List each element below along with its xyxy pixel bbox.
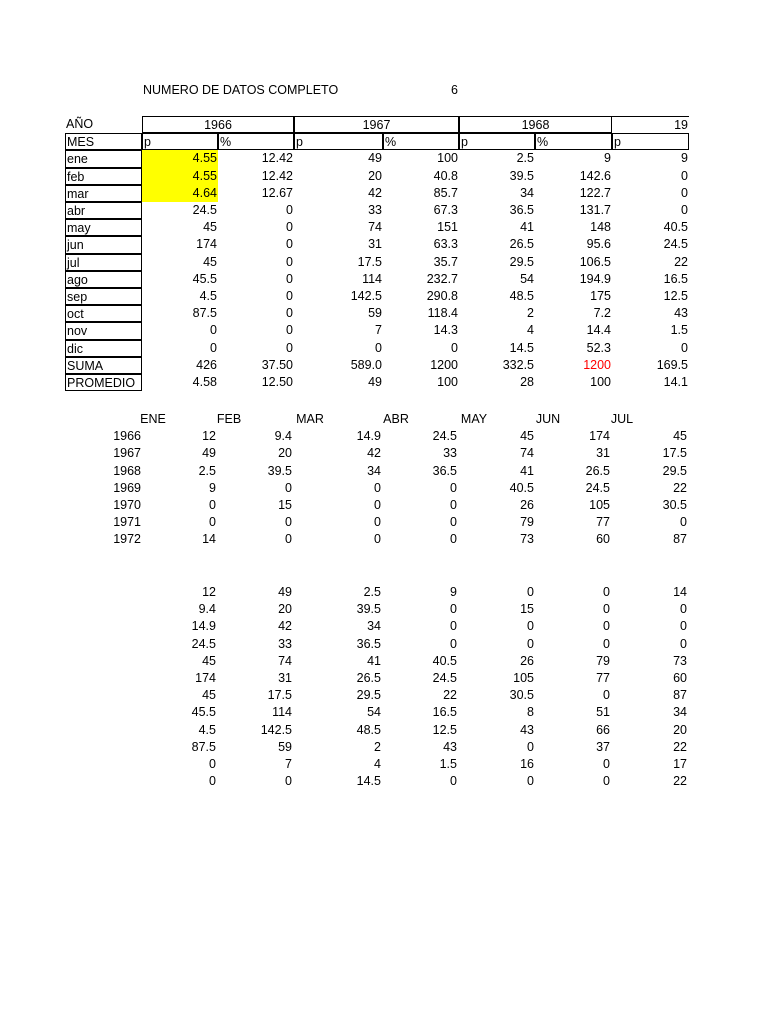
data-cell: 43 xyxy=(443,739,457,754)
data-cell: 14.3 xyxy=(433,323,458,338)
data-cell: 59 xyxy=(278,739,292,754)
data-cell: 48.5 xyxy=(356,722,381,737)
year-label: 1966 xyxy=(113,429,141,444)
data-cell: 0 xyxy=(450,619,457,634)
data-cell: 4.55 xyxy=(142,150,218,167)
data-cell: 2.5 xyxy=(516,151,534,166)
data-cell: 12.67 xyxy=(261,185,293,200)
data-cell: 77 xyxy=(596,515,610,530)
data-cell: 0 xyxy=(286,306,293,321)
data-cell: 59 xyxy=(368,306,382,321)
data-cell: 12.42 xyxy=(261,168,293,183)
data-cell: 0 xyxy=(285,774,292,789)
data-cell: 142.6 xyxy=(579,168,611,183)
data-cell: 85.7 xyxy=(433,185,458,200)
data-cell: 37.50 xyxy=(261,357,293,372)
month-header-label: MES xyxy=(65,133,142,150)
data-cell: 0 xyxy=(450,602,457,617)
data-cell: 26.5 xyxy=(585,463,610,478)
data-cell: 2.5 xyxy=(363,585,381,599)
year-header-2: 1968 xyxy=(459,116,612,133)
data-cell: 60 xyxy=(596,532,610,547)
data-cell: 0 xyxy=(603,585,610,599)
data-cell: 12 xyxy=(202,429,216,444)
data-cell: 0 xyxy=(603,757,610,771)
data-cell: 2 xyxy=(374,739,381,754)
data-cell: 0 xyxy=(209,515,216,530)
month-header-may: MAY xyxy=(460,412,488,426)
data-cell: 175 xyxy=(590,289,611,303)
data-cell: 35.7 xyxy=(433,254,458,269)
data-cell: 16 xyxy=(520,757,534,771)
data-cell: 0 xyxy=(450,480,457,495)
data-cell: 22 xyxy=(673,480,687,495)
data-cell: 0 xyxy=(450,515,457,530)
data-cell: 4.55 xyxy=(142,168,218,185)
data-cell: 0 xyxy=(527,619,534,634)
data-cell: 37 xyxy=(596,739,610,754)
data-cell: 0 xyxy=(527,585,534,599)
data-cell: 33 xyxy=(278,636,292,651)
data-cell: 9 xyxy=(209,480,216,495)
month-cell-jul: jul xyxy=(65,254,142,271)
data-cell: 24.5 xyxy=(192,203,217,217)
data-cell: 45.5 xyxy=(191,705,216,720)
data-cell: 45.5 xyxy=(192,271,217,286)
title-value: 6 xyxy=(451,83,458,97)
title-label: NUMERO DE DATOS COMPLETO xyxy=(143,83,339,97)
data-cell: 39.5 xyxy=(356,602,381,617)
year-label: 1971 xyxy=(113,515,141,530)
data-cell: 24.5 xyxy=(585,480,610,495)
data-cell: 14.9 xyxy=(356,429,381,444)
data-cell: 34 xyxy=(520,185,534,200)
data-cell: 174 xyxy=(195,671,216,685)
data-cell: 41 xyxy=(367,653,381,668)
data-cell: 22 xyxy=(673,739,687,754)
month-cell-promedio: PROMEDIO xyxy=(65,374,142,391)
data-cell: 40.5 xyxy=(509,480,534,495)
data-cell: 22 xyxy=(673,774,687,789)
month-cell-ene: ene xyxy=(65,150,142,167)
data-cell: 142.5 xyxy=(350,289,382,303)
month-cell-may: may xyxy=(65,219,142,236)
data-cell: 14.4 xyxy=(586,323,611,338)
data-cell: 174 xyxy=(589,429,610,444)
data-cell: 34 xyxy=(367,619,381,634)
data-cell: 26.5 xyxy=(356,671,381,685)
data-cell: 14 xyxy=(202,532,216,547)
month-cell-feb: feb xyxy=(65,168,142,185)
data-cell: 4.5 xyxy=(198,722,216,737)
data-cell: 45 xyxy=(203,254,217,269)
data-cell: 105 xyxy=(589,498,610,512)
data-cell: 148 xyxy=(590,220,611,235)
data-cell: 0 xyxy=(527,739,534,754)
data-cell: 0 xyxy=(681,340,688,355)
data-cell: 0 xyxy=(209,498,216,512)
data-cell: 43 xyxy=(520,722,534,737)
data-cell: 0 xyxy=(285,532,292,547)
data-cell: 0 xyxy=(680,602,687,617)
data-cell: 7.2 xyxy=(593,306,611,321)
data-cell: 0 xyxy=(286,289,293,303)
year-label: 1968 xyxy=(113,463,141,478)
data-cell: 290.8 xyxy=(426,289,458,303)
data-cell: 60 xyxy=(673,671,687,685)
data-cell: 4 xyxy=(374,757,381,771)
data-cell: 12.50 xyxy=(261,375,293,389)
data-cell: 4.64 xyxy=(142,185,218,202)
subheader-5: % xyxy=(535,133,612,150)
data-cell: 73 xyxy=(520,532,534,547)
month-cell-nov: nov xyxy=(65,322,142,339)
data-cell: 31 xyxy=(368,237,382,252)
year-header-1: 1967 xyxy=(294,116,459,133)
data-cell: 0 xyxy=(374,515,381,530)
data-cell: 12 xyxy=(202,585,216,599)
year-label: 1970 xyxy=(113,498,141,512)
data-cell: 0 xyxy=(286,237,293,252)
data-cell: 4 xyxy=(527,323,534,338)
data-cell: 142.5 xyxy=(260,722,292,737)
month-cell-sep: sep xyxy=(65,288,142,305)
data-cell: 0 xyxy=(681,168,688,183)
data-cell: 0 xyxy=(286,271,293,286)
data-cell: 95.6 xyxy=(586,237,611,252)
data-cell: 0 xyxy=(286,203,293,217)
data-cell: 151 xyxy=(437,220,458,235)
data-cell: 0 xyxy=(209,757,216,771)
data-cell: 14.1 xyxy=(663,375,688,389)
data-cell: 45 xyxy=(202,653,216,668)
data-cell: 0 xyxy=(375,340,382,355)
data-cell: 9.4 xyxy=(274,429,292,444)
data-cell: 45 xyxy=(673,429,687,444)
data-cell: 0 xyxy=(527,774,534,789)
data-cell: 0 xyxy=(680,636,687,651)
month-cell-suma: SUMA xyxy=(65,357,142,374)
data-cell: 589.0 xyxy=(350,357,382,372)
data-cell: 40.5 xyxy=(663,220,688,235)
data-cell: 1.5 xyxy=(439,757,457,771)
data-cell: 40.5 xyxy=(432,653,457,668)
data-cell: 48.5 xyxy=(509,289,534,303)
year-header-label: AÑO xyxy=(66,117,94,131)
data-cell: 100 xyxy=(437,151,458,166)
data-cell: 0 xyxy=(680,619,687,634)
data-cell: 131.7 xyxy=(579,203,611,217)
data-cell: 20 xyxy=(278,446,292,461)
month-header-feb: FEB xyxy=(216,412,242,426)
data-cell: 0 xyxy=(374,480,381,495)
data-cell: 0 xyxy=(603,602,610,617)
data-cell: 39.5 xyxy=(267,463,292,478)
data-cell: 14.5 xyxy=(509,340,534,355)
data-cell: 0 xyxy=(209,774,216,789)
data-cell: 4.5 xyxy=(199,289,217,303)
month-cell-abr: abr xyxy=(65,202,142,219)
subheader-1: % xyxy=(218,133,294,150)
data-cell: 4.58 xyxy=(192,375,217,389)
data-cell: 105 xyxy=(513,671,534,685)
data-cell: 31 xyxy=(596,446,610,461)
data-cell: 31 xyxy=(278,671,292,685)
data-cell: 0 xyxy=(681,185,688,200)
month-cell-dic: dic xyxy=(65,340,142,357)
data-cell: 24.5 xyxy=(432,671,457,685)
data-cell: 45 xyxy=(203,220,217,235)
data-cell: 106.5 xyxy=(579,254,611,269)
data-cell: 14 xyxy=(673,585,687,599)
data-cell: 42 xyxy=(368,185,382,200)
data-cell: 17.5 xyxy=(357,254,382,269)
subheader-4: p xyxy=(459,133,535,150)
data-cell: 426 xyxy=(196,357,217,372)
data-cell: 9 xyxy=(450,585,457,599)
month-cell-mar: mar xyxy=(65,185,142,202)
data-cell: 0 xyxy=(603,619,610,634)
data-cell: 79 xyxy=(520,515,534,530)
data-cell: 33 xyxy=(368,203,382,217)
data-cell: 7 xyxy=(375,323,382,338)
data-cell: 332.5 xyxy=(502,357,534,372)
data-cell: 1200 xyxy=(430,357,458,372)
data-cell: 0 xyxy=(285,480,292,495)
data-cell: 43 xyxy=(674,306,688,321)
data-cell: 0 xyxy=(286,220,293,235)
month-header-jul: JUL xyxy=(610,412,634,426)
month-cell-oct: oct xyxy=(65,305,142,322)
data-cell: 73 xyxy=(673,653,687,668)
data-cell: 0 xyxy=(374,532,381,547)
data-cell: 0 xyxy=(450,636,457,651)
data-cell: 0 xyxy=(681,203,688,217)
data-cell: 67.3 xyxy=(433,203,458,217)
data-cell: 174 xyxy=(196,237,217,252)
month-header-ene: ENE xyxy=(140,412,166,426)
data-cell: 17.5 xyxy=(662,446,687,461)
data-cell: 49 xyxy=(368,375,382,389)
month-header-abr: ABR xyxy=(383,412,409,426)
data-cell: 0 xyxy=(603,688,610,703)
data-cell: 100 xyxy=(437,375,458,389)
data-cell: 42 xyxy=(367,446,381,461)
month-header-mar: MAR xyxy=(296,412,324,426)
data-cell: 39.5 xyxy=(509,168,534,183)
data-cell: 87 xyxy=(673,532,687,547)
data-cell: 122.7 xyxy=(579,185,611,200)
data-cell: 0 xyxy=(451,340,458,355)
data-cell: 0 xyxy=(450,498,457,512)
data-cell: 0 xyxy=(450,774,457,789)
subheader-2: p xyxy=(294,133,383,150)
data-cell: 0 xyxy=(527,636,534,651)
data-cell: 24.5 xyxy=(663,237,688,252)
year-header-3: 19 xyxy=(612,116,689,133)
data-cell: 194.9 xyxy=(579,271,611,286)
month-cell-jun: jun xyxy=(65,236,142,253)
data-cell: 63.3 xyxy=(433,237,458,252)
data-cell: 30.5 xyxy=(662,498,687,512)
data-cell: 9 xyxy=(681,151,688,166)
data-cell: 0 xyxy=(286,254,293,269)
data-cell: 42 xyxy=(278,619,292,634)
data-cell: 0 xyxy=(374,498,381,512)
data-cell: 34 xyxy=(673,705,687,720)
data-cell: 36.5 xyxy=(509,203,534,217)
data-cell: 45 xyxy=(520,429,534,444)
data-cell: 22 xyxy=(674,254,688,269)
data-cell: 114 xyxy=(272,705,292,720)
subheader-3: % xyxy=(383,133,459,150)
data-cell: 12.42 xyxy=(261,151,293,166)
data-cell: 22 xyxy=(443,688,457,703)
data-cell: 232.7 xyxy=(426,271,458,286)
data-cell: 15 xyxy=(278,498,292,512)
year-label: 1967 xyxy=(113,446,141,461)
data-cell: 0 xyxy=(450,532,457,547)
data-cell: 114 xyxy=(362,271,382,286)
month-cell-ago: ago xyxy=(65,271,142,288)
data-cell: 0 xyxy=(680,515,687,530)
data-cell: 52.3 xyxy=(586,340,611,355)
data-cell: 36.5 xyxy=(356,636,381,651)
data-cell: 12.5 xyxy=(432,722,457,737)
data-cell: 20 xyxy=(278,602,292,617)
data-cell: 29.5 xyxy=(509,254,534,269)
subheader-6: p xyxy=(612,133,689,150)
data-cell: 9.4 xyxy=(198,602,216,617)
data-cell: 24.5 xyxy=(432,429,457,444)
data-cell: 14.9 xyxy=(191,619,216,634)
data-cell: 33 xyxy=(443,446,457,461)
data-cell: 87 xyxy=(673,688,687,703)
data-cell: 41 xyxy=(520,220,534,235)
data-cell: 0 xyxy=(285,515,292,530)
data-cell: 16.5 xyxy=(663,271,688,286)
data-cell: 41 xyxy=(520,463,534,478)
data-cell: 0 xyxy=(286,323,293,338)
year-label: 1972 xyxy=(113,532,141,547)
data-cell: 74 xyxy=(368,220,382,235)
data-cell: 54 xyxy=(367,705,381,720)
data-cell: 16.5 xyxy=(432,705,457,720)
data-cell: 28 xyxy=(520,375,534,389)
data-cell: 26.5 xyxy=(509,237,534,252)
data-cell: 29.5 xyxy=(662,463,687,478)
data-cell: 87.5 xyxy=(191,739,216,754)
data-cell: 118.4 xyxy=(427,306,458,321)
data-cell: 1200 xyxy=(583,357,611,372)
data-cell: 9 xyxy=(604,151,611,166)
data-cell: 74 xyxy=(278,653,292,668)
data-cell: 34 xyxy=(367,463,381,478)
data-cell: 2 xyxy=(527,306,534,321)
data-cell: 17.5 xyxy=(267,688,292,703)
data-cell: 1.5 xyxy=(670,323,688,338)
data-cell: 45 xyxy=(202,688,216,703)
data-cell: 49 xyxy=(278,585,292,599)
data-cell: 8 xyxy=(527,705,534,720)
year-header-0: 1966 xyxy=(142,116,294,133)
data-cell: 12.5 xyxy=(663,289,688,303)
data-cell: 49 xyxy=(202,446,216,461)
data-cell: 0 xyxy=(286,340,293,355)
data-cell: 169.5 xyxy=(656,357,688,372)
data-cell: 87.5 xyxy=(192,306,217,321)
data-cell: 15 xyxy=(520,602,534,617)
subheader-0: p xyxy=(142,133,218,150)
data-cell: 30.5 xyxy=(509,688,534,703)
data-cell: 26 xyxy=(520,498,534,512)
data-cell: 40.8 xyxy=(433,168,458,183)
data-cell: 79 xyxy=(596,653,610,668)
data-cell: 14.5 xyxy=(356,774,381,789)
data-cell: 7 xyxy=(285,757,292,771)
data-cell: 77 xyxy=(596,671,610,685)
data-cell: 36.5 xyxy=(432,463,457,478)
data-cell: 0 xyxy=(603,636,610,651)
month-header-jun: JUN xyxy=(535,412,561,426)
data-cell: 0 xyxy=(210,323,217,338)
data-cell: 2.5 xyxy=(198,463,216,478)
data-cell: 29.5 xyxy=(356,688,381,703)
data-cell: 20 xyxy=(368,168,382,183)
data-cell: 17 xyxy=(673,757,687,771)
data-cell: 20 xyxy=(673,722,687,737)
data-cell: 74 xyxy=(520,446,534,461)
data-cell: 54 xyxy=(520,271,534,286)
year-label: 1969 xyxy=(113,480,141,495)
data-cell: 100 xyxy=(590,375,611,389)
data-cell: 49 xyxy=(368,151,382,166)
data-cell: 66 xyxy=(596,722,610,737)
data-cell: 0 xyxy=(210,340,217,355)
data-cell: 26 xyxy=(520,653,534,668)
data-cell: 0 xyxy=(603,774,610,789)
data-cell: 51 xyxy=(596,705,610,720)
data-cell: 24.5 xyxy=(191,636,216,651)
